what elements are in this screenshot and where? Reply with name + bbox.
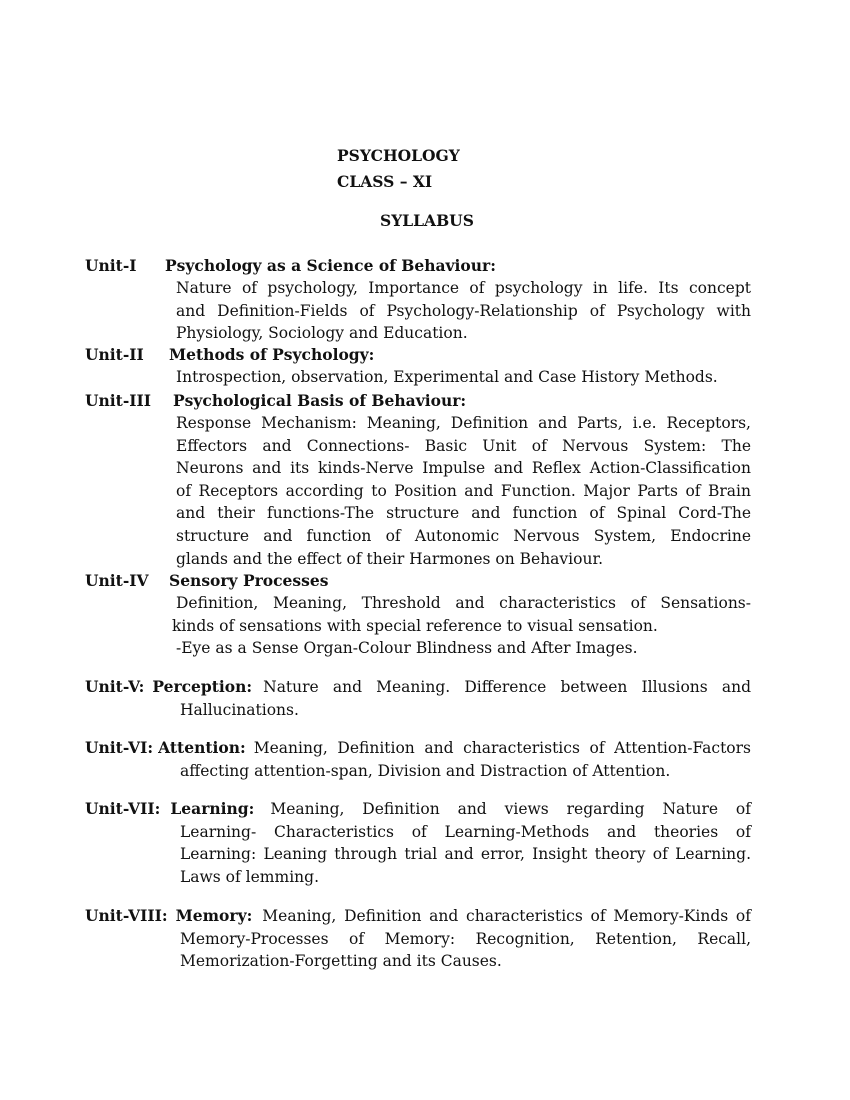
text-line: Memory-Processes of Memory: Recognition, Retention, Recall,: [180, 929, 751, 948]
text-line: Nature of psychology, Importance of psychology in life. Its concept: [176, 279, 751, 297]
unit-first-line: [85, 676, 751, 699]
unit-title: Psychology as a Science of Behaviour:: [165, 256, 496, 275]
unit-label: Unit-VII:: [85, 799, 161, 818]
text-line: structure and function of Autonomic Nervous System, Endocrine: [176, 526, 751, 545]
text-line: Learning: Leaning through trial and error, Insight theory of Learning.: [180, 845, 751, 864]
unit-label: Unit-II: [85, 345, 144, 364]
unit-title: Psychological Basis of Behaviour:: [173, 391, 467, 410]
unit-8: [85, 905, 751, 973]
text-line: glands and the effect of their Harmones on Behaviour.: [176, 549, 604, 568]
unit-2: [85, 344, 751, 389]
unit-title: Sensory Processes: [169, 571, 329, 590]
unit-5: [85, 676, 751, 721]
class-label: CLASS – XI: [337, 172, 433, 191]
unit-title: Learning:: [170, 799, 255, 818]
text-line: Meaning, Definition and characteristics of Memory-Kinds of: [262, 907, 751, 925]
text-line: Neurons and its kinds-Nerve Impulse and Reflex Action-Classification: [176, 459, 751, 478]
text-line: Learning- Characteristics of Learning-Methods and theories of: [180, 822, 751, 841]
text-line: affecting attention-span, Division and Distraction of Attention.: [180, 761, 671, 780]
unit-title: Methods of Psychology:: [169, 345, 375, 364]
text-line: Nature and Meaning. Difference between Illusions and: [263, 678, 751, 696]
text-line: Hallucinations.: [180, 700, 299, 719]
unit-label: Unit-VI:: [85, 738, 154, 757]
unit-label: Unit-III: [85, 391, 152, 410]
text-line: Physiology, Sociology and Education.: [176, 324, 468, 343]
unit-label: Unit-IV: [85, 571, 149, 590]
unit-title: Attention:: [158, 738, 246, 757]
text-line: Memorization-Forgetting and its Causes.: [180, 952, 502, 971]
unit-label: Unit-VIII:: [85, 906, 168, 925]
unit-4: [85, 570, 751, 660]
text-line: Definition, Meaning, Threshold and characteristics of Sensations-: [176, 594, 751, 612]
unit-6: [85, 737, 751, 782]
text-line: Meaning, Definition and views regarding Nature of: [270, 800, 751, 818]
subject-title: PSYCHOLOGY: [337, 146, 460, 165]
text-line: and their functions-The structure and function of Spinal Cord-The: [176, 504, 751, 523]
text-line: Laws of lemming.: [180, 867, 319, 886]
text-line: Effectors and Connections- Basic Unit of Nervous System: The: [176, 436, 751, 455]
unit-7: [85, 798, 751, 888]
unit-title: Perception:: [152, 677, 253, 696]
text-line: and Definition-Fields of Psychology-Relationship of Psychology with: [176, 301, 751, 320]
text-line: Introspection, observation, Experimental and Case History Methods.: [176, 368, 718, 386]
text-line: kinds of sensations with special reference to visual sensation.: [172, 616, 658, 635]
unit-label: Unit-V:: [85, 677, 145, 696]
unit-1: [85, 255, 751, 345]
unit-first-line: [85, 798, 751, 821]
unit-label: Unit-I: [85, 256, 137, 275]
unit-first-line: [85, 737, 751, 760]
text-line: Meaning, Definition and characteristics of Attention-Factors: [253, 739, 751, 757]
unit-title: Memory:: [175, 906, 253, 925]
unit-first-line: [85, 905, 751, 928]
text-line: -Eye as a Sense Organ-Colour Blindness and After Images.: [176, 639, 638, 658]
text-line: of Receptors according to Position and Function. Major Parts of Brain: [176, 481, 751, 500]
text-line: Response Mechanism: Meaning, Definition and Parts, i.e. Receptors,: [176, 414, 751, 432]
unit-3: [85, 390, 751, 570]
syllabus-heading: SYLLABUS: [380, 211, 474, 230]
